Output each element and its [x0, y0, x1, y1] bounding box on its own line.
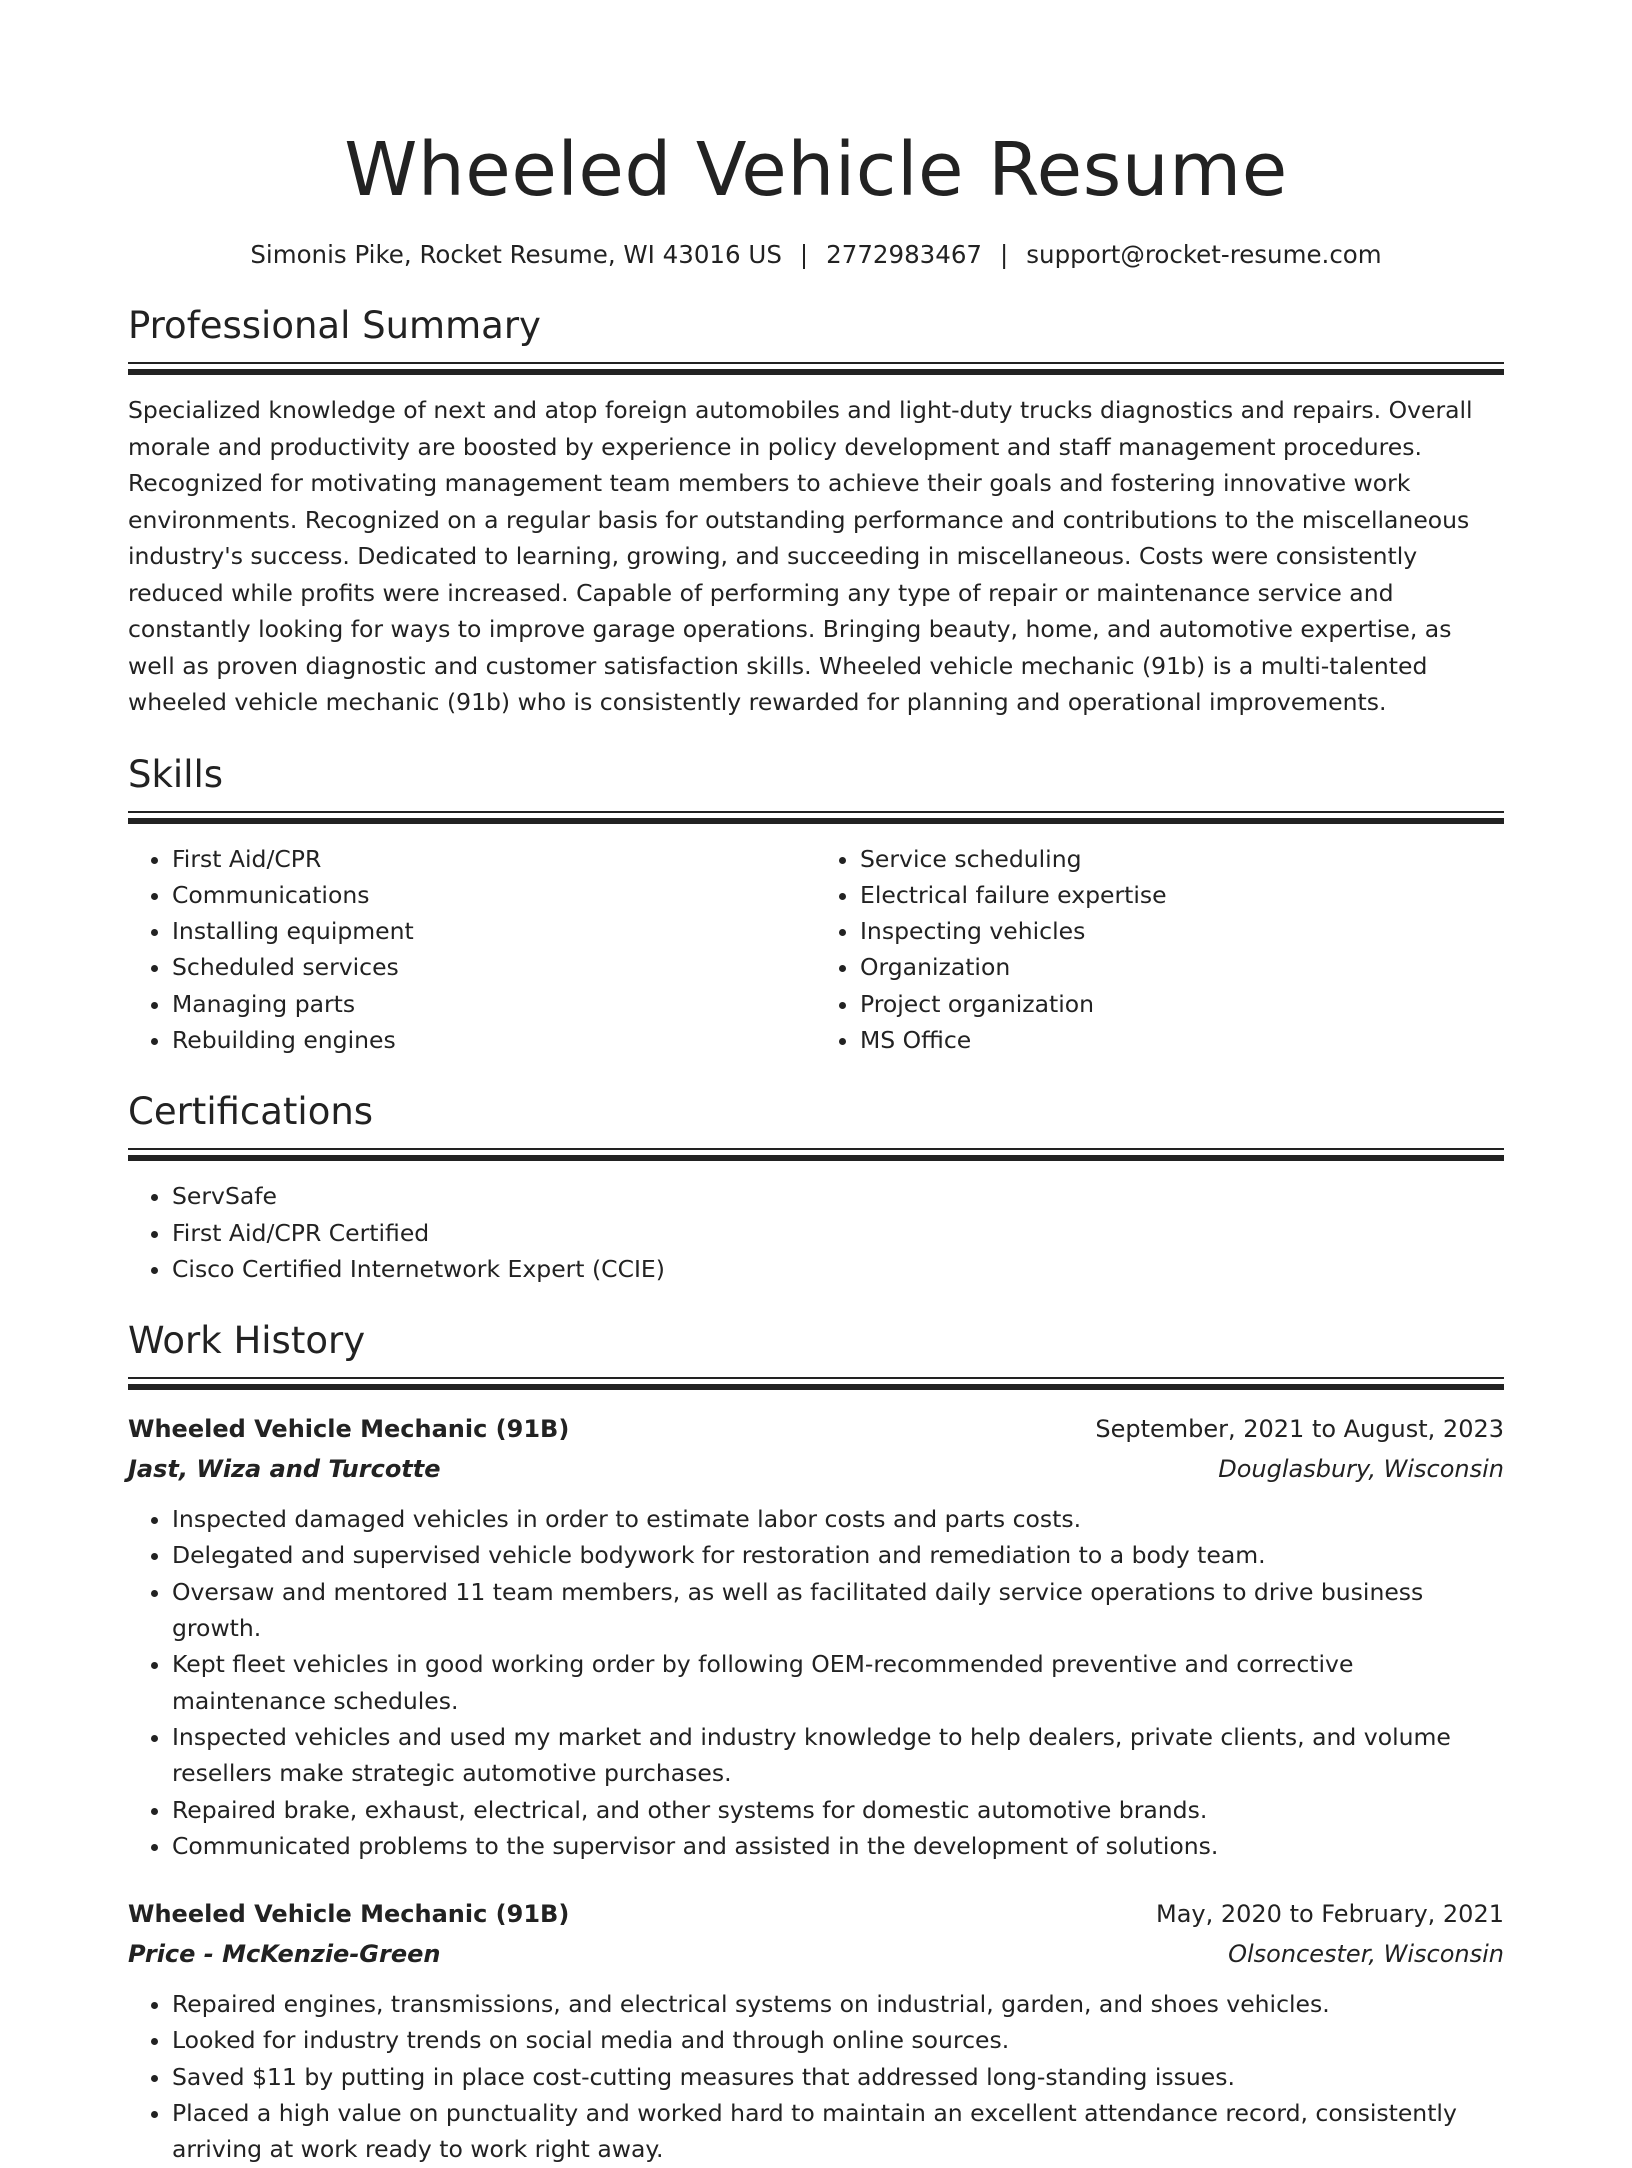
section-heading: Work History	[128, 1319, 366, 1363]
skills-list-right	[816, 841, 1504, 1059]
contact-separator: |	[1000, 240, 1009, 269]
section-certifications	[128, 1088, 1504, 1287]
section-divider	[128, 811, 1504, 825]
section-work-history	[128, 1317, 1504, 2167]
skill-item: • Service scheduling	[860, 841, 1504, 877]
certification-item: • Cisco Certified Internetwork Expert (CCIE)	[172, 1251, 1504, 1287]
job-dates: May, 2020 to February, 2021	[1156, 1900, 1504, 1929]
job-dates: September, 2021 to August, 2023	[1095, 1415, 1504, 1444]
section-divider	[128, 1377, 1504, 1391]
job-bullet: • Saved $11 by putting in place cost-cutting measures that addressed long-standing issues.	[172, 2059, 1504, 2095]
resume-page	[128, 0, 1504, 2168]
summary-text: Specialized knowledge of next and atop foreign automobiles and light-duty trucks diagnostics and repairs. Overall morale and productivity are boosted by experience in policy development and staff management procedures. Recognized for motivating management team members to achieve their goals and fostering innovative work environments. Recognized on a regular basis for outstanding performance and contributions to the miscellaneous industry's success. Dedicated to learning, growing, and succeeding in miscellaneous. Costs were consistently reduced while profits were increased. Capable of performing any type of repair or maintenance service and constantly looking for ways to improve garage operations. Bringing beauty, home, and automotive expertise, as well as proven diagnostic and customer satisfaction skills. Wheeled vehicle mechanic (91b) is a multi-talented wheeled vehicle mechanic (91b) who is consistently rewarded for planning and operational improvements.	[128, 396, 1473, 716]
skill-item: • MS Office	[860, 1022, 1504, 1058]
job-title-row	[128, 1409, 1504, 1449]
section-heading: Skills	[128, 752, 224, 796]
section-heading: Certifications	[128, 1090, 374, 1134]
skill-item: • Installing equipment	[172, 913, 816, 949]
certifications-list	[128, 1178, 1504, 1287]
contact-email: support@rocket-resume.com	[1026, 240, 1382, 269]
job-entry	[128, 1894, 1504, 2167]
section-divider	[128, 1148, 1504, 1162]
certification-item: • ServSafe	[172, 1178, 1504, 1214]
job-bullet: • Inspected vehicles and used my market and industry knowledge to help dealers, private clients, and volume resellers make strategic automotive purchases.	[172, 1719, 1504, 1792]
job-bullet: • Delegated and supervised vehicle bodywork for restoration and remediation to a body team.	[172, 1537, 1504, 1573]
job-bullet: • Inspected damaged vehicles in order to estimate labor costs and parts costs.	[172, 1501, 1504, 1537]
job-company: Jast, Wiza and Turcotte	[128, 1455, 441, 1484]
skills-list-left	[128, 841, 816, 1059]
job-location: Douglasbury, Wisconsin	[1218, 1455, 1504, 1484]
skill-item: • Inspecting vehicles	[860, 913, 1504, 949]
job-company: Price - McKenzie-Green	[128, 1940, 441, 1969]
job-company-row	[128, 1449, 1504, 1489]
skill-item: • Organization	[860, 949, 1504, 985]
job-title-row	[128, 1894, 1504, 1934]
job-location: Olsoncester, Wisconsin	[1228, 1940, 1504, 1969]
section-heading: Professional Summary	[128, 304, 541, 347]
job-company-row	[128, 1934, 1504, 1974]
job-bullet: • Repaired engines, transmissions, and electrical systems on industrial, garden, and shoes vehicles.	[172, 1986, 1504, 2022]
job-bullets	[128, 1501, 1504, 1864]
section-professional-summary	[128, 302, 1504, 721]
contact-phone: 2772983467	[826, 240, 983, 269]
skill-item: • Scheduled services	[172, 949, 816, 985]
skill-item: • Rebuilding engines	[172, 1022, 816, 1058]
job-entry	[128, 1409, 1504, 1864]
job-bullet: • Kept fleet vehicles in good working order by following OEM-recommended preventive and corrective maintenance schedules.	[172, 1646, 1504, 1719]
job-bullet: • Oversaw and mentored 11 team members, as well as facilitated daily service operations to drive business growth.	[172, 1574, 1504, 1647]
job-title: Wheeled Vehicle Mechanic (91B)	[128, 1900, 570, 1929]
job-bullet: • Looked for industry trends on social media and through online sources.	[172, 2022, 1504, 2058]
job-bullet: • Communicated problems to the supervisor and assisted in the development of solutions.	[172, 1828, 1504, 1864]
resume-title: Wheeled Vehicle Resume	[344, 127, 1288, 213]
skill-item: • Electrical failure expertise	[860, 877, 1504, 913]
job-bullets	[128, 1986, 1504, 2167]
contact-line	[128, 238, 1504, 272]
job-bullet: • Repaired brake, exhaust, electrical, and other systems for domestic automotive brands.	[172, 1792, 1504, 1828]
job-title: Wheeled Vehicle Mechanic (91B)	[128, 1415, 570, 1444]
certification-item: • First Aid/CPR Certified	[172, 1215, 1504, 1251]
job-bullet: • Placed a high value on punctuality and worked hard to maintain an excellent attendance record, consistently arriving at work ready to work right away.	[172, 2095, 1504, 2168]
skills-columns	[128, 841, 1504, 1059]
skill-item: • Communications	[172, 877, 816, 913]
skill-item: • Project organization	[860, 986, 1504, 1022]
skill-item: • First Aid/CPR	[172, 841, 816, 877]
section-skills	[128, 751, 1504, 1059]
contact-address: Simonis Pike, Rocket Resume, WI 43016 US	[250, 240, 782, 269]
contact-separator: |	[799, 240, 809, 269]
section-divider	[128, 362, 1504, 376]
skill-item: • Managing parts	[172, 986, 816, 1022]
